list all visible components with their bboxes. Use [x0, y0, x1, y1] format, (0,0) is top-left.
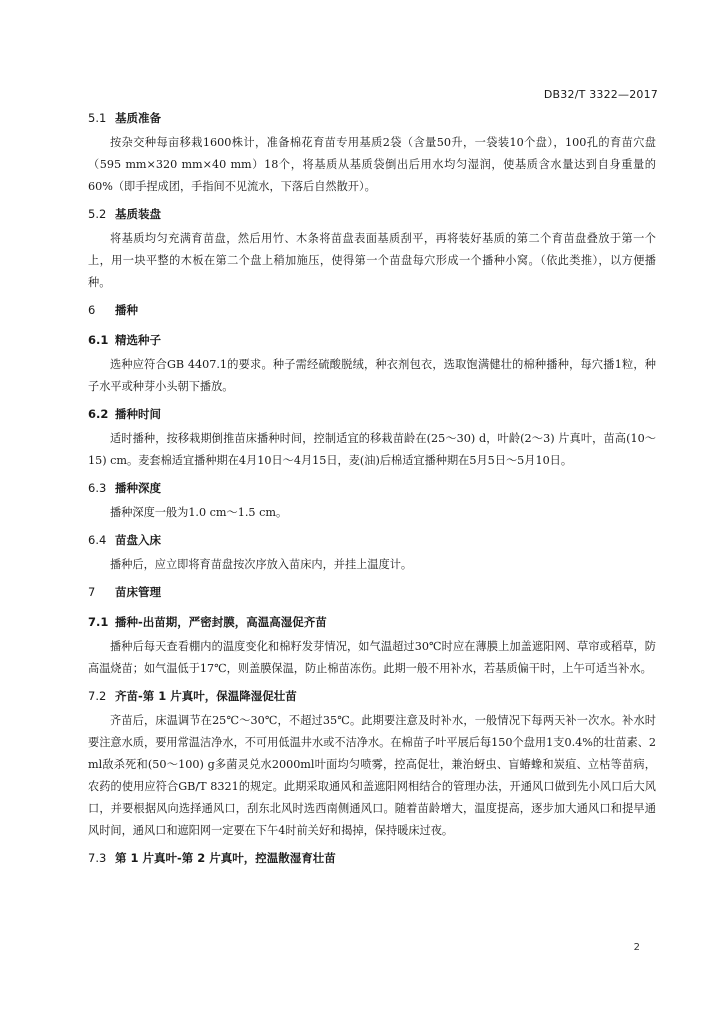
section-paragraph: 播种后，应立即将育苗盘按次序放入苗床内，并挂上温度计。 — [110, 558, 413, 571]
section-title: 播种时间 — [115, 407, 161, 421]
section-heading — [88, 332, 656, 348]
section-heading — [88, 302, 656, 318]
section-heading — [88, 480, 656, 496]
section-paragraph: 播种深度一般为1.0 cm～1.5 cm。 — [110, 506, 288, 519]
section-title: 基质装盘 — [115, 207, 161, 221]
document-code: DB32/T 3322—2017 — [543, 88, 658, 101]
section-number: 6 — [88, 303, 96, 317]
section-number: 6.3 — [88, 481, 107, 495]
section-number: 5.1 — [88, 111, 107, 125]
section-heading — [88, 406, 656, 422]
section-paragraph: 适时播种，按移栽期倒推苗床播种时间，控制适宜的移栽苗龄在(25～30) d，叶龄(2～3) 片真叶，苗高(10～15) cm。麦套棉适宜播种期在4月10日～4月15日，麦(油)后棉适宜播种期在5月5日～5月10日。 — [88, 432, 656, 467]
section-number: 7.1 — [88, 615, 109, 629]
section-heading — [88, 688, 656, 704]
section-number: 6.2 — [88, 407, 109, 421]
section-heading — [88, 532, 656, 548]
section-paragraph: 将基质均匀充满育苗盘，然后用竹、木条将苗盘表面基质刮平，再将装好基质的第二个育苗盘叠放于第一个上，用一块平整的木板在第二个盘上稍加施压，使得第一个苗盘每穴形成一个播种小窝。（依此类推），以方便播种。 — [88, 232, 656, 289]
section-number: 7.3 — [88, 851, 107, 865]
section-title: 第 1 片真叶-第 2 片真叶，控温散湿育壮苗 — [115, 851, 336, 865]
section-title: 播种-出苗期，严密封膜，高温高湿促齐苗 — [115, 615, 327, 629]
page-number: 2 — [633, 942, 640, 953]
section-title: 精选种子 — [115, 333, 161, 347]
section-paragraph: 播种后每天查看棚内的温度变化和棉籽发芽情况，如气温超过30℃时应在薄膜上加盖遮阳网、草帘或稻草，防高温烧苗；如气温低于17℃，则盖膜保温，防止棉苗冻伤。此期一般不用补水，若基质偏干时，上午可适当补水。 — [88, 640, 656, 675]
section-heading — [88, 206, 656, 222]
section-number: 5.2 — [88, 207, 107, 221]
section-title: 苗床管理 — [115, 585, 161, 599]
section-heading — [88, 110, 656, 126]
section-paragraph: 齐苗后，床温调节在25℃～30℃，不超过35℃。此期要注意及时补水，一般情况下每两天补一次水。补水时要注意水质，要用常温洁净水，不可用低温井水或不洁净水。在棉苗子叶平展后每150个盘用1支0.4%的壮苗素、2 ml敌杀死和(50～100) g多菌灵兑水2000ml叶面均匀喷雾，控高促壮，兼治蚜虫、盲蝽蟓和炭疽、立枯等苗病，农药的使用应符合GB/T 8321的规定。此期采取通风和盖遮阳网相结合的管理办法，开通风口做到先小风口后大风口，并要根据风向选择通风口，刮东北风时选西南侧通风口。随着苗龄增大，温度提高，逐步加大通风口和提早通风时间，通风口和遮阳网一定要在下午4时前关好和揭掉，保持暖床过夜。 — [88, 714, 656, 837]
section-title: 播种深度 — [115, 481, 161, 495]
section-paragraph: 按杂交种每亩移栽1600株计，准备棉花育苗专用基质2袋（含量50升，一袋装10个盘），100孔的育苗穴盘（595 mm×320 mm×40 mm）18个，将基质从基质袋倒出后用水均匀湿润，使基质含水量达到自身重量的60%（即手捏成团，手指间不见流水，下落后自然散开）。 — [88, 136, 656, 193]
section-number: 6.4 — [88, 533, 107, 547]
section-title: 齐苗-第 1 片真叶，保温降湿促壮苗 — [115, 689, 297, 703]
section-title: 播种 — [115, 303, 138, 317]
section-number: 7 — [88, 585, 96, 599]
section-title: 基质准备 — [115, 111, 161, 125]
section-title: 苗盘入床 — [115, 533, 161, 547]
section-number: 6.1 — [88, 333, 109, 347]
section-paragraph: 选种应符合GB 4407.1的要求。种子需经硫酸脱绒，种衣剂包衣，选取饱满健壮的棉种播种，每穴播1粒，种子水平或种芽小头朝下播放。 — [88, 358, 656, 393]
document-body — [88, 110, 656, 872]
section-heading — [88, 584, 656, 600]
section-heading — [88, 850, 656, 866]
section-number: 7.2 — [88, 689, 107, 703]
section-heading — [88, 614, 656, 630]
